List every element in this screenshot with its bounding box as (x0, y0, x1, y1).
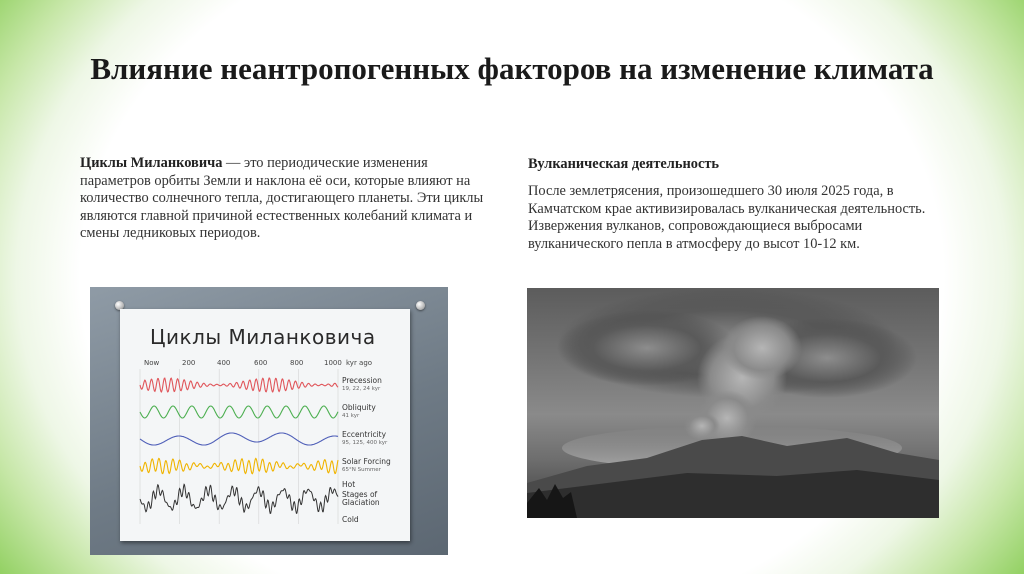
row-title: Eccentricity (342, 430, 387, 439)
slide-title: Влияние неантропогенных факторов на изменение климата (90, 51, 934, 86)
eccentricity-label (342, 431, 387, 447)
row-subtitle: 65°N Summer (342, 467, 381, 473)
row-title: Precession (342, 376, 382, 385)
axis-tick-label: 200 (182, 359, 196, 367)
obliquity-label (342, 404, 376, 420)
glaciation-label: Stages of Glaciation (342, 490, 380, 507)
axis-tick-label: 1000 (324, 359, 342, 367)
axis-tick-label: 400 (217, 359, 231, 367)
cold-label: Cold (342, 515, 359, 524)
cycle-curve (140, 458, 338, 473)
milankovitch-term: Циклы Миланковича (80, 155, 223, 171)
solar-forcing-label (342, 458, 391, 474)
cycle-curve (140, 406, 338, 418)
milankovitch-definition: — это периодические изменения параметров орбиты Земли и наклона её оси, которые влияют на количество солнечного тепла, достигающего планеты. Эти циклы являются главной причиной естественных колебаний климата и смены ледниковых периодов. (80, 155, 484, 242)
axis-tick-label: 800 (290, 359, 304, 367)
axis-unit-label: kyr ago (346, 359, 373, 367)
volcanic-heading: Вулканическая деятельность (528, 156, 720, 172)
row-title: Obliquity (342, 403, 376, 412)
volcano-eruption-photo (527, 288, 939, 518)
precession-label (342, 377, 382, 393)
cycle-curve (140, 484, 338, 513)
volcanic-paragraph: После землетрясения, произошедшего 30 июля 2025 года, в Камчатском крае активизировалась вулканическая деятельность. Извержения вулканов, сопровождающиеся выбросами вулканического пепла в атмосферу до высот 10-12 км. (528, 183, 926, 252)
axis-tick-label: 600 (254, 359, 268, 367)
milankovitch-board (90, 287, 448, 555)
row-title: Solar Forcing (342, 457, 391, 466)
row-subtitle: 19, 22, 24 kyr (342, 386, 381, 392)
row-subtitle: 41 kyr (342, 413, 360, 419)
cycle-curve (140, 433, 338, 445)
cycle-curve (140, 378, 338, 392)
hot-label: Hot (342, 480, 356, 489)
pin-icon (416, 301, 425, 310)
milankovitch-chart-card (120, 309, 410, 541)
axis-start-label: Now (144, 359, 160, 367)
row-subtitle: 95, 125, 400 kyr (342, 440, 388, 446)
milankovitch-chart-title: Циклы Миланковича (150, 325, 376, 349)
milankovitch-paragraph (80, 155, 500, 243)
volcano-eruption-image (527, 288, 939, 518)
